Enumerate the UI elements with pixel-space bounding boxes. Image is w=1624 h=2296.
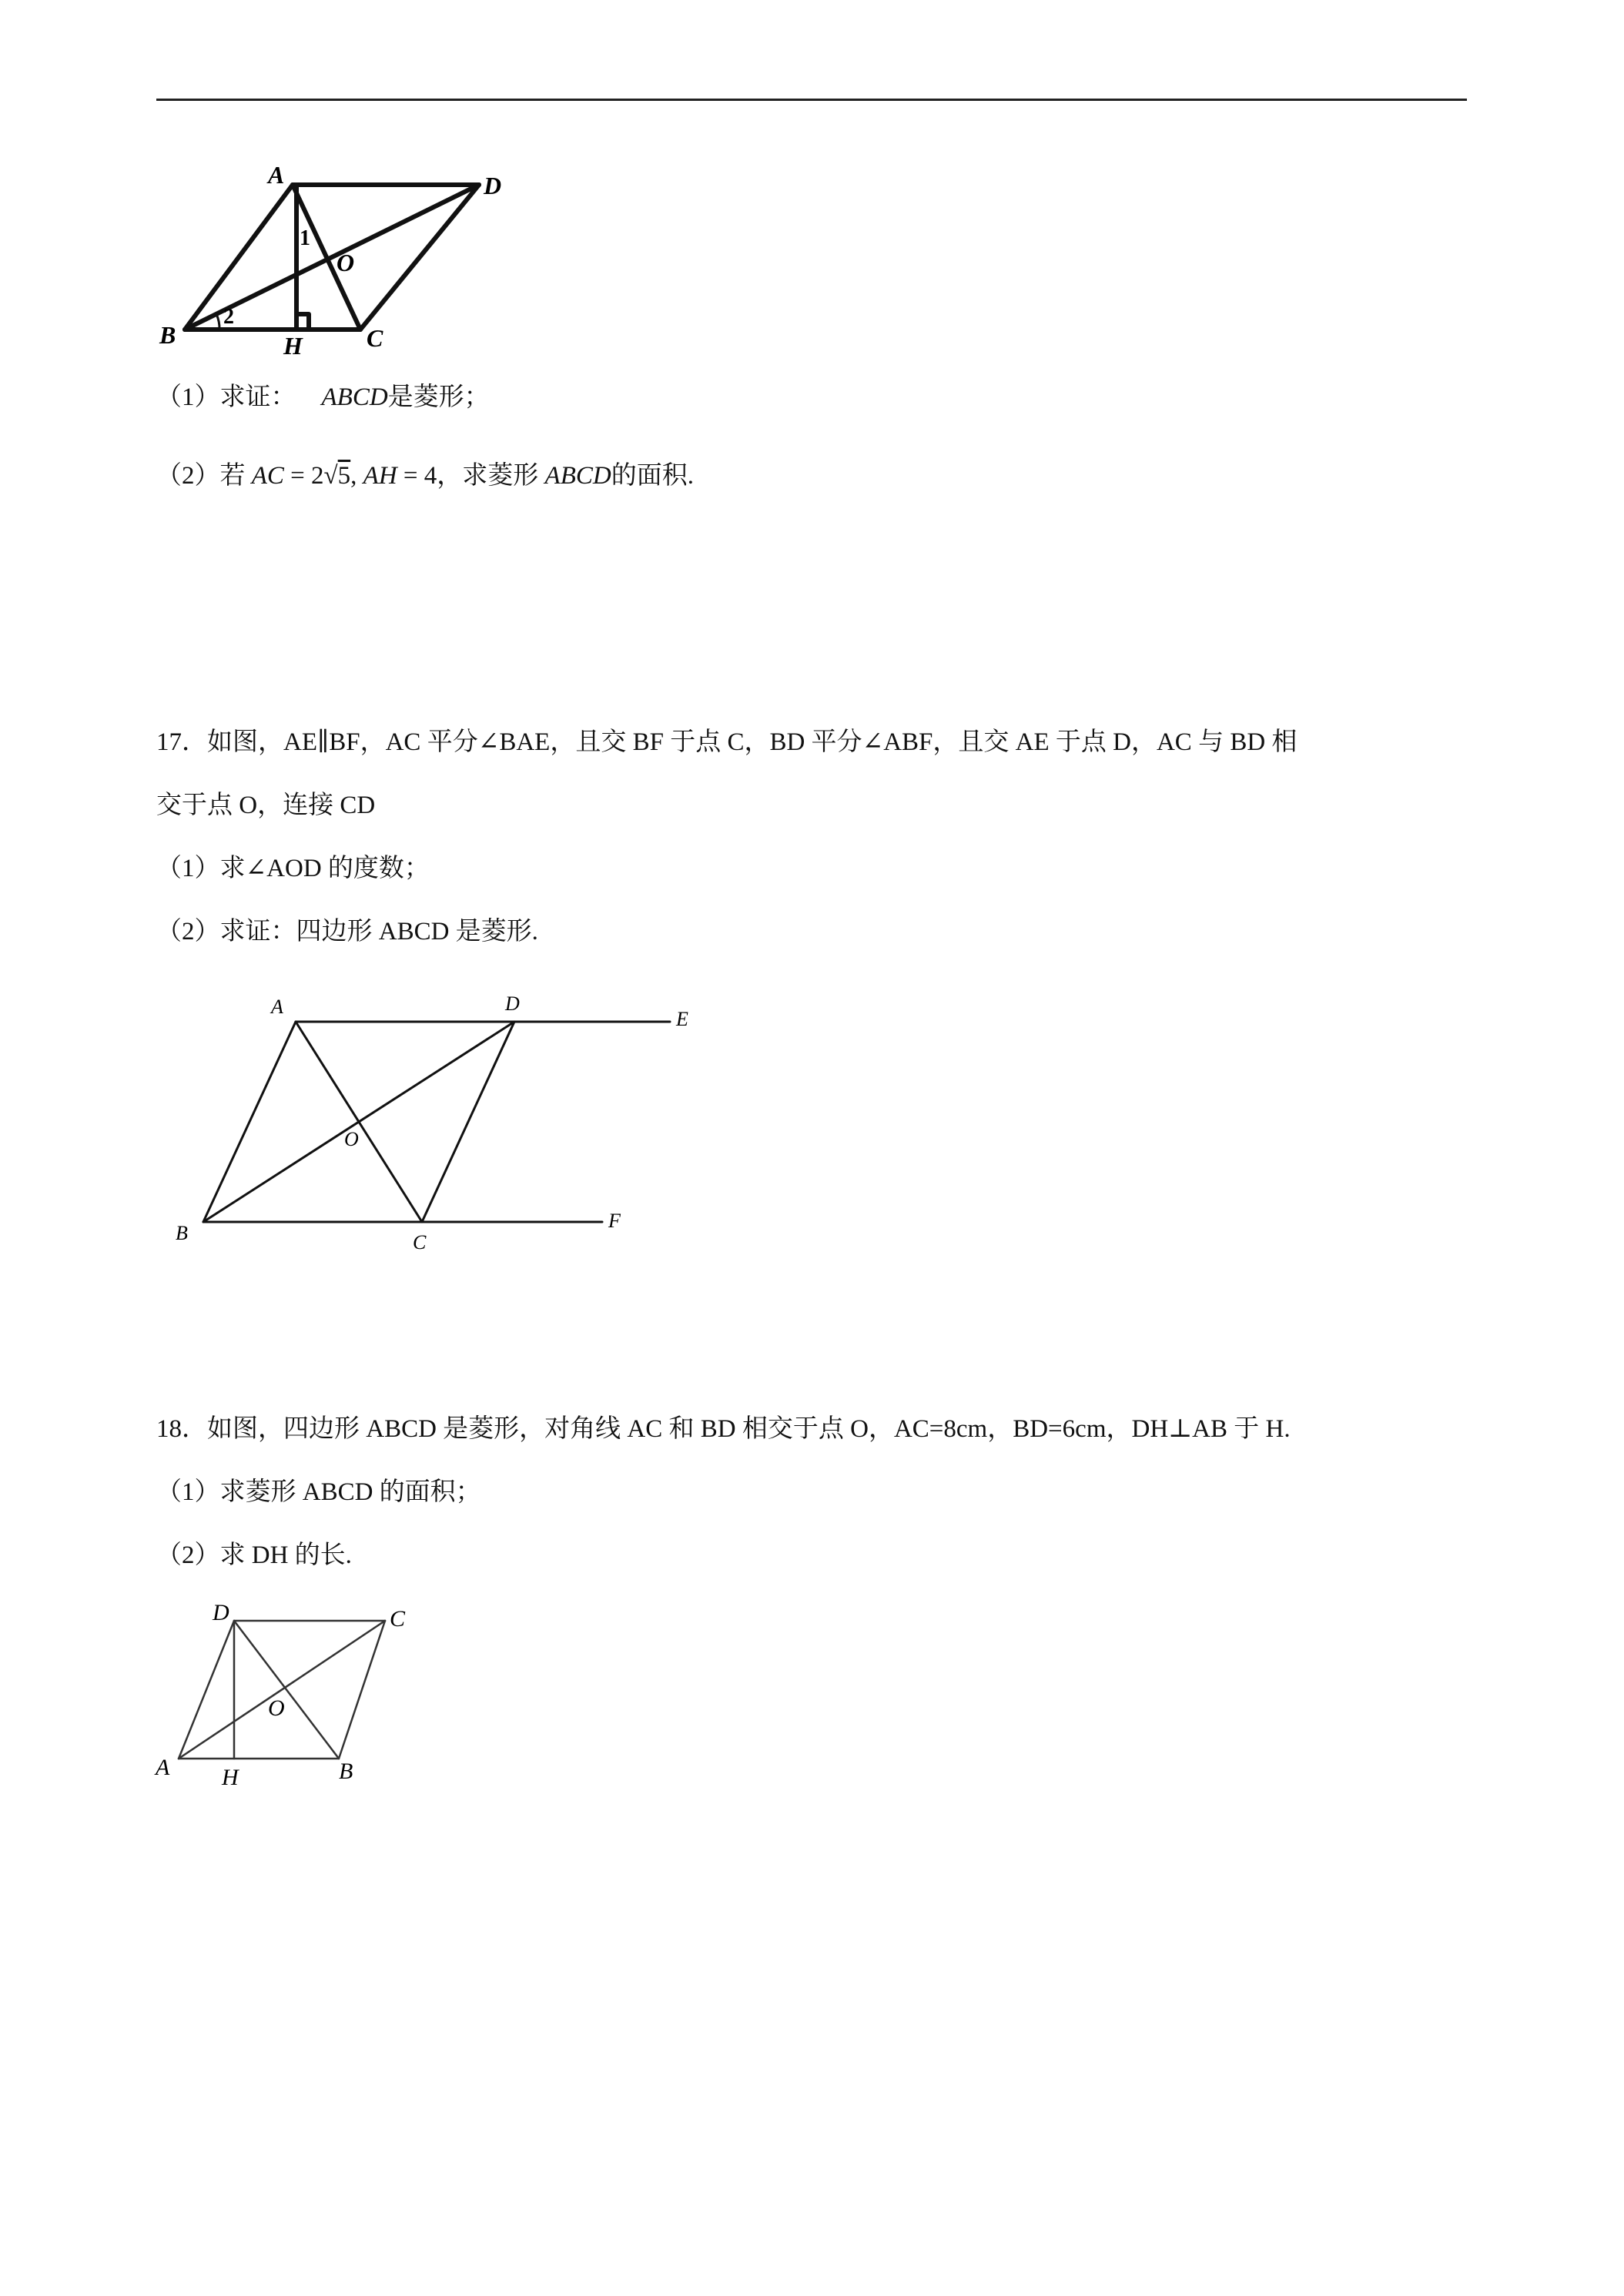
label-B: B xyxy=(176,1222,188,1244)
prev-q1: （1）求证： ABCD是菱形； xyxy=(156,383,490,411)
label-E: E xyxy=(676,1008,688,1030)
label-C: C xyxy=(390,1606,406,1632)
p18-q2: （2）求 DH 的长. xyxy=(156,1541,352,1569)
prev-q2: （2）若 AC = 2√5, AH = 4，求菱形 ABCD的面积. xyxy=(156,462,694,490)
label-A: A xyxy=(268,161,285,189)
p17-line1: 17．如图，AE∥BF，AC 平分∠BAE，且交 BF 于点 C，BD 平分∠ABF，且交 AE 于点 D，AC 与 BD 相 xyxy=(156,728,1298,756)
label-C: C xyxy=(413,1231,427,1253)
label-O: O xyxy=(268,1695,285,1721)
p18-q1: （1）求菱形 ABCD 的面积； xyxy=(156,1478,481,1506)
label-O: O xyxy=(337,249,355,276)
angle-mark-2: 2 xyxy=(223,305,234,329)
label-A: A xyxy=(156,1755,170,1780)
p17-line2: 交于点 O，连接 CD xyxy=(156,792,376,819)
label-D: D xyxy=(213,1600,229,1625)
p17-q1: （1）求∠AOD 的度数； xyxy=(156,855,430,882)
angle-mark-1: 1 xyxy=(300,226,310,250)
label-H: H xyxy=(283,332,303,360)
p17-q2: （2）求证：四边形 ABCD 是菱形. xyxy=(156,918,538,946)
label-C: C xyxy=(367,324,383,352)
p18-line1: 18．如图，四边形 ABCD 是菱形，对角线 AC 和 BD 相交于点 O，AC=8cm，BD=6cm，DH⊥AB 于 H. xyxy=(156,1415,1291,1443)
label-B: B xyxy=(159,321,176,349)
label-H: H xyxy=(222,1765,239,1790)
label-F: F xyxy=(608,1210,621,1232)
label-A: A xyxy=(271,996,283,1018)
label-D: D xyxy=(484,172,502,199)
label-B: B xyxy=(339,1759,353,1784)
label-O: O xyxy=(344,1128,359,1150)
label-D: D xyxy=(505,992,520,1015)
